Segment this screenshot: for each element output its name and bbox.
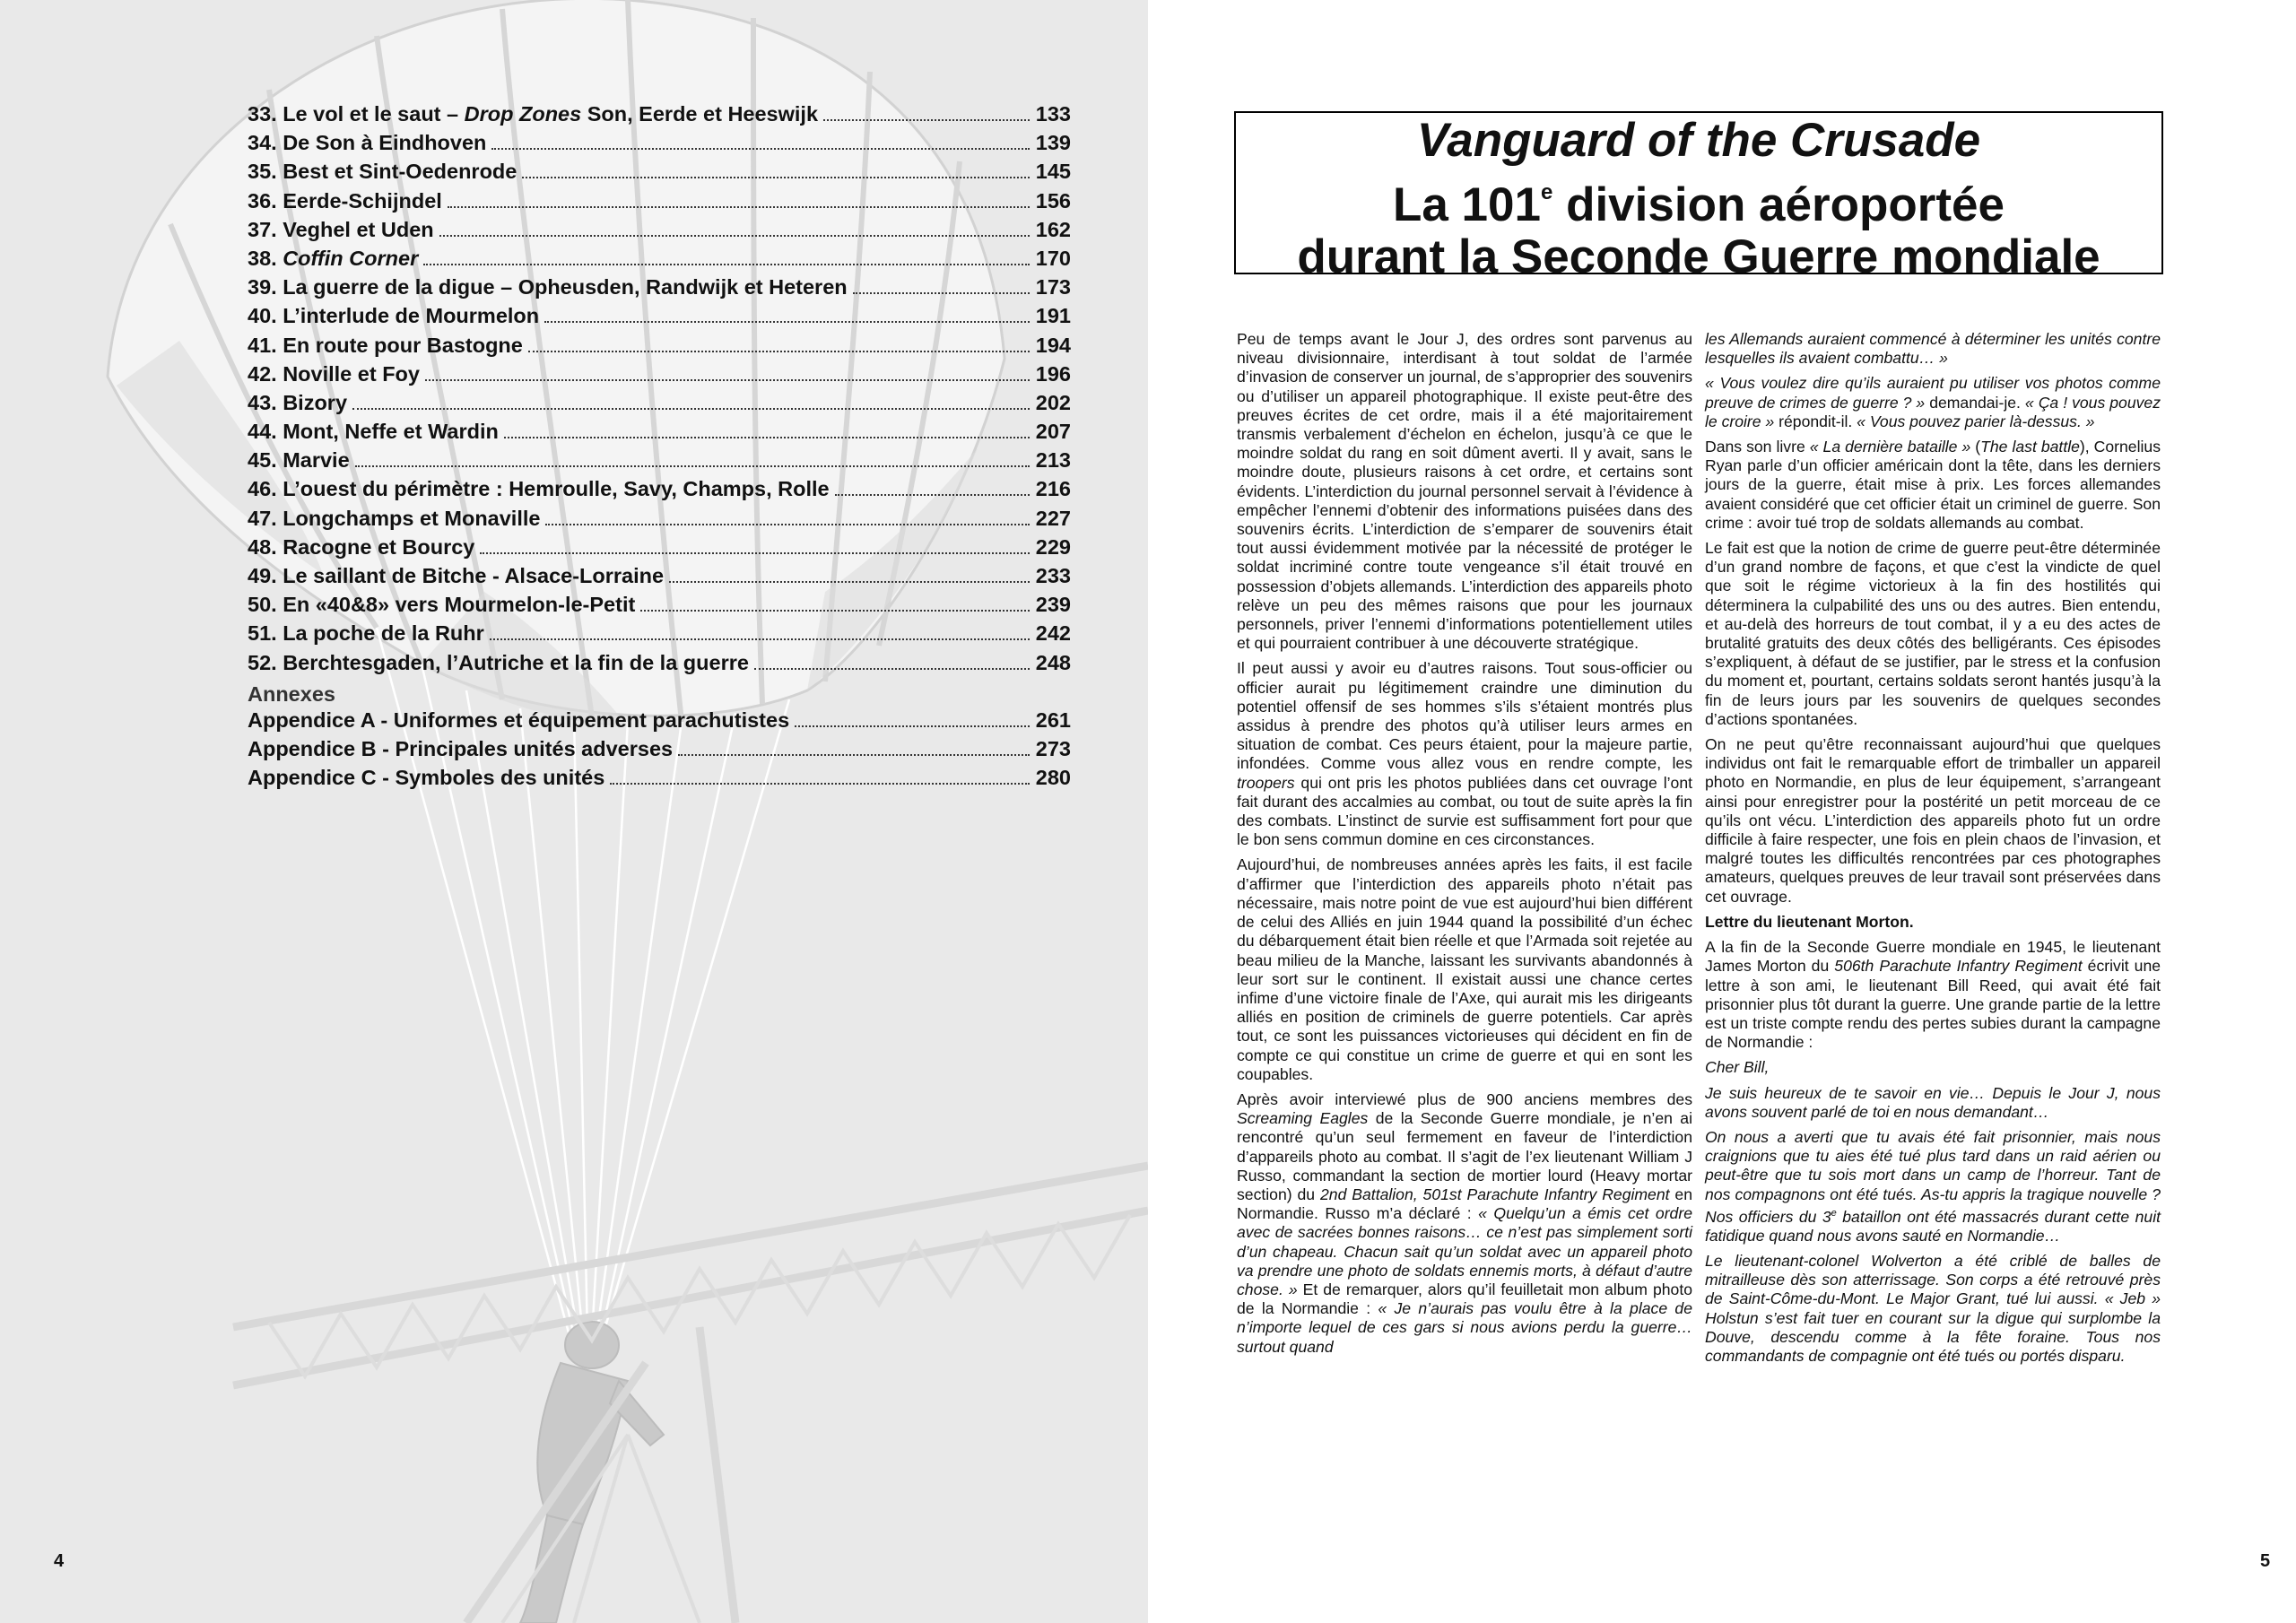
toc-entry-page: 145 — [1035, 160, 1071, 184]
toc-entry-title: 33. Le vol et le saut – Drop Zones Son, Eerde et Heeswijk — [248, 102, 819, 126]
toc-entry-title: 48. Racogne et Bourcy — [248, 534, 475, 559]
article-paragraph: « Vous voulez dire qu’ils auraient pu utiliser vos photos comme preuve de crimes de guerre ? » demandai-je. « Ça ! vous pouvez le croire » répondit-il. « Vous pouvez parier là-dessus. » — [1705, 374, 2161, 430]
toc-leader-dots — [439, 234, 1030, 237]
toc-leader-dots — [544, 320, 1030, 323]
toc-leader-dots — [355, 464, 1030, 467]
article-paragraph: Après avoir interviewé plus de 900 anciens membres des Screaming Eagles de la Seconde Guerre mondiale, je n’en ai rencontré qu’un seul fermement en faveur de l’interdiction d’appareils photo au combat. Il s’agit de l’ex lieutenant William J Russo, commandant la section de mortier lourd (Heavy mortar section) du 2nd Battalion, 501st Parachute Infantry Regiment en Normandie. Russo m’a déclaré : « Quelqu’un a émis cet ordre avec de sacrées bonnes raisons… ce n’est pas simplement sorti d’un chapeau. Chacun sait qu’un soldat avec un appareil photo va prendre une photo de soldats ennemis morts, à défaut d’autre chose. » Et de remarquer, alors qu’il feuilletait mon album photo de la Normandie : « Je n’aurais pas voulu être à la place de n’importe lequel de ces gars si nous avions perdu la guerre… surtout quand — [1237, 1089, 1692, 1356]
toc-entry-title: Appendice B - Principales unités adverses — [248, 737, 674, 761]
right-page — [1148, 0, 2296, 1623]
toc-entry — [248, 189, 1071, 218]
toc-entry — [248, 621, 1071, 650]
title-line-1: Vanguard of the Crusade — [1416, 114, 1981, 167]
toc-leader-dots — [835, 493, 1030, 496]
toc-leader-dots — [480, 551, 1030, 554]
toc-leader-dots — [545, 523, 1030, 525]
toc-entry-title: 38. Coffin Corner — [248, 246, 419, 270]
toc-entry-title: 51. La poche de la Ruhr — [248, 621, 484, 646]
toc-entry-title: 43. Bizory — [248, 390, 348, 414]
toc-annex-entry — [248, 766, 1071, 794]
toc-entry-page: 170 — [1035, 246, 1071, 270]
article-paragraph: Cher Bill, — [1705, 1058, 1770, 1077]
title-line-2 — [1236, 167, 2161, 231]
toc-entry-title: 49. Le saillant de Bitche - Alsace-Lorraine — [248, 564, 665, 587]
page-number-left: 4 — [54, 1551, 65, 1571]
toc-annex-entry — [248, 737, 1071, 766]
toc-entry — [248, 102, 1071, 131]
title-line-2-end: division aéroportée — [1552, 178, 2005, 231]
toc-entry — [248, 334, 1071, 362]
toc-entry-page: 202 — [1035, 390, 1071, 414]
toc-entry — [248, 218, 1071, 247]
toc-leader-dots — [423, 263, 1030, 265]
toc-entry — [248, 535, 1071, 564]
toc-entry-page: 191 — [1035, 304, 1071, 328]
toc-entry-page: 239 — [1035, 593, 1071, 617]
toc-entry-page: 194 — [1035, 333, 1071, 357]
toc-leader-dots — [504, 436, 1030, 438]
toc-entry — [248, 651, 1071, 680]
article-paragraph: Le lieutenant-colonel Wolverton a été criblé de balles de mitrailleuse dès son atterrissage. Son corps a été retrouvé près de Saint-Côme-du-Mont. Le Major Grant, tué lui aussi. « Jeb » Holstun s’est fait tuer en courant sur la digue qui surplombe la Douve, descendu comme à la fête foraine. Tous nos commandants de compagnie ont été tués ou portés disparu. — [1705, 1252, 2161, 1366]
article-paragraph: Je suis heureux de te savoir en vie… Depuis le Jour J, nous avons souvent parlé de toi en nous demandant… — [1705, 1083, 2161, 1121]
toc-entry — [248, 275, 1071, 304]
title-box — [1234, 111, 2163, 283]
toc-leader-dots — [754, 667, 1030, 670]
article-paragraph: Aujourd’hui, de nombreuses années après les faits, il est facile d’affirmer que l’interdiction des appareils photo n’était pas nécessaire, mais notre point de vue est aujourd’hui bien différent de celui des Alliés en juin 1944 quand la possibilité d’un échec du débarquement était bien réelle et que l’Armada soit rejetée au beau milieu de la Manche, laissant les survivants abandonnés à leur sort sur le continent. Il existait aussi une chance certes infime d’une victoire finale de l’Axe, qui aurait mis les dirigeants alliés en position de criminels de guerre potentiels. Car après tout, ce sont les puissances victorieuses qui décident en fin de compte ce qui constitue un crime de guerre et qui en sont les coupables. — [1237, 855, 1692, 1083]
article-subheading: Lettre du lieutenant Morton. — [1705, 912, 1914, 931]
toc-entry-title: 44. Mont, Neffe et Wardin — [248, 420, 499, 444]
toc-entry-title: Appendice A - Uniformes et équipement parachutistes — [248, 707, 790, 732]
table-of-contents — [248, 102, 1071, 795]
toc-entry-title: 52. Berchtesgaden, l’Autriche et la fin de la guerre — [248, 650, 749, 674]
toc-leader-dots — [640, 609, 1030, 612]
toc-annex-entry — [248, 708, 1071, 737]
toc-leader-dots — [528, 350, 1030, 352]
toc-leader-dots — [448, 205, 1030, 208]
toc-entry-page: 233 — [1035, 564, 1071, 587]
title-line-3: durant la Seconde Guerre mondiale — [1297, 230, 2100, 283]
toc-leader-dots — [610, 782, 1030, 785]
toc-entry-page: 261 — [1035, 707, 1071, 732]
article-paragraph: Peu de temps avant le Jour J, des ordres sont parvenus au niveau divisionnaire, interdisant à tout soldat de l’armée d’invasion de conserver un journal, de s’approprier des souvenirs ou d’utiliser un appareil photographique. Il existe peut-être des preuves écrites de cet ordre, mais il a été majoritairement transmis verbalement d’échelon en échelon, jusqu’à ce que le moindre soldat du rang en soit dûment averti. Il y avait, sans le moindre doute, plusieurs raisons à cet ordre, et certains sont évidents. L’interdiction du journal personnel servait à l’évidence à empêcher l’ennemi d’obtenir des informations puisées dans des souvenirs écrits. L’interdiction de s’emparer de souvenirs était tout aussi évidemment motivée par la nécessité de protéger le soldat incriminé contre toute vengeance s’il était trouvé en possession d’objets allemands. L’interdiction des appareils photo relève un peu des mêmes raisons que pour les journaux personnels, priver l’ennemi d’informations potentiellement utiles et qui pourraient contribuer à une découverte stratégique. — [1237, 330, 1692, 653]
toc-entry-page: 242 — [1035, 621, 1071, 646]
toc-entry-title: 50. En «40&8» vers Mourmelon-le-Petit — [248, 593, 636, 617]
article-paragraph: A la fin de la Seconde Guerre mondiale en 1945, le lieutenant James Morton du 506th Parachute Infantry Regiment écrivit une lettre à son ami, le lieutenant Bill Reed, qui avait été fait prisonnier plus tôt durant la guerre. Une grande partie de la lettre est un triste compte rendu des pertes subies durant la campagne de Normandie : — [1705, 938, 2161, 1052]
toc-entry-page: 162 — [1035, 217, 1071, 241]
toc-entry-title: 39. La guerre de la digue – Opheusden, Randwijk et Heteren — [248, 275, 848, 299]
toc-entry-page: 156 — [1035, 188, 1071, 213]
toc-entry-title: 41. En route pour Bastogne — [248, 333, 523, 357]
toc-entry-title: 36. Eerde-Schijndel — [248, 188, 442, 213]
toc-entry — [248, 593, 1071, 621]
toc-annexes-heading: Annexes — [248, 681, 335, 706]
page-number-right: 5 — [2260, 1551, 2271, 1571]
toc-entry-title: 46. L’ouest du périmètre : Hemroulle, Savy, Champs, Rolle — [248, 477, 830, 501]
article-paragraph: Dans son livre « La dernière bataille » (The last battle), Cornelius Ryan parle d’un officier américain dont la tête, dans les derniers jours de la guerre, était mise à prix. Les forces allemandes avaient considéré que cet officier était un criminel de guerre. Son crime : avoir tué trop de soldats allemands au combat. — [1705, 438, 2161, 532]
toc-leader-dots — [853, 291, 1030, 294]
article-paragraph: On nous a averti que tu avais été fait prisonnier, mais nous craignions que tu aies été tué plus tard dans un raid aérien ou peut-être que tu sois mort dans un camp de l’horreur. Tant de nos compagnons ont été tués. As-tu appris la tragique nouvelle ? Nos officiers du 3e bataillon ont été massacrés durant cette nuit fatidique quand nous avons sauté en Normandie… — [1705, 1127, 2161, 1245]
toc-entry-title: Appendice C - Symboles des unités — [248, 766, 605, 790]
toc-entry-page: 248 — [1035, 650, 1071, 674]
toc-entry-page: 280 — [1035, 766, 1071, 790]
toc-entry-page: 133 — [1035, 102, 1071, 126]
toc-entry-page: 213 — [1035, 448, 1071, 473]
toc-leader-dots — [522, 176, 1030, 178]
toc-entry-page: 139 — [1035, 131, 1071, 155]
title-line-2-start: La 101 — [1392, 178, 1541, 231]
toc-entry-title: 40. L’interlude de Mourmelon — [248, 304, 540, 328]
article-paragraph: Il peut aussi y avoir eu d’autres raisons. Tout sous-officier ou officier aurait pu légitimement craindre une diminution du potentiel offensif de ses hommes s’ils s’étaient montrés plus assidus à prendre des photos qu’à utiliser leurs armes en situation de combat. Ces peurs étaient, pour la majeure partie, infondées. Comme vous allez vous en rendre compte, les troopers qui ont pris les photos publiées dans cet ouvrage l’ont fait durant des accalmies au combat, ou tout de suite après la fin des combats. L’instinct de survie est suffisamment fort pour que le bon sens commun domine en ces circonstances. — [1237, 659, 1692, 849]
toc-entry-title: 47. Longchamps et Monaville — [248, 506, 541, 530]
toc-entry — [248, 477, 1071, 506]
toc-entry-page: 229 — [1035, 534, 1071, 559]
toc-leader-dots — [823, 118, 1030, 121]
toc-entry-page: 207 — [1035, 420, 1071, 444]
toc-entry — [248, 448, 1071, 477]
toc-entry-page: 227 — [1035, 506, 1071, 530]
toc-leader-dots — [795, 725, 1030, 727]
toc-entry-title: 42. Noville et Foy — [248, 361, 420, 386]
article-paragraph: les Allemands auraient commencé à déterminer les unités contre lesquelles ils avaient combattu… » — [1705, 330, 2161, 368]
article-paragraph: On ne peut qu’être reconnaissant aujourd’hui que quelques individus ont fait le remarquable effort de trimballer un appareil photo en Normandie, en plus de leur équipement, s’arrangeant ainsi pour enregistrer pour la postérité un petit morceau de ce qu’ils ont vécu. L’interdiction des appareils photo fut un ordre difficile à faire respecter, une fois en plein chaos de l’invasion, et malgré toutes les difficultés rencontrées par ces photographes amateurs, quelques preuves de leur travail sont préservées dans cet ouvrage. — [1705, 735, 2161, 906]
toc-entry-page: 196 — [1035, 361, 1071, 386]
toc-entry — [248, 420, 1071, 448]
toc-entry — [248, 131, 1071, 160]
article-column-left — [1237, 330, 1692, 1363]
toc-entry — [248, 247, 1071, 275]
toc-entry — [248, 391, 1071, 420]
toc-leader-dots — [425, 378, 1030, 381]
toc-entry-title: 37. Veghel et Uden — [248, 217, 434, 241]
toc-leader-dots — [678, 753, 1030, 756]
toc-entry — [248, 507, 1071, 535]
toc-entry-title: 35. Best et Sint-Oedenrode — [248, 160, 517, 184]
toc-entry-title: 45. Marvie — [248, 448, 350, 473]
toc-leader-dots — [352, 407, 1030, 410]
toc-entry-page: 216 — [1035, 477, 1071, 501]
toc-leader-dots — [491, 147, 1030, 150]
toc-entry-title: 34. De Son à Eindhoven — [248, 131, 487, 155]
toc-entry-page: 273 — [1035, 737, 1071, 761]
toc-entry — [248, 362, 1071, 391]
toc-entry — [248, 304, 1071, 333]
article-column-right — [1705, 330, 2161, 1372]
toc-entry — [248, 160, 1071, 188]
toc-leader-dots — [669, 580, 1030, 583]
article-paragraph: Le fait est que la notion de crime de guerre peut-être déterminée d’un grand nombre de façons, et que c’est la vindicte de quel que soit le régime victorieux à la fin des hostilités qui déterminera la culpabilité des uns ou des autres. Bien entendu, et au-delà des horreurs de tout combat, il y a eu des actes de brutalité gratuits des deux côtés des belligérants. Ces épisodes s’expliquent, à défaut de se justifier, par le stress et la confusion du moment et, pourtant, certains soldats seront hantés jusqu’à la fin de leurs jours par les souvenirs de quelques secondes d’actions spontanées. — [1705, 539, 2161, 728]
title-superscript: e — [1541, 180, 1553, 204]
toc-entry-page: 173 — [1035, 275, 1071, 299]
toc-entry — [248, 564, 1071, 593]
toc-leader-dots — [490, 638, 1030, 640]
